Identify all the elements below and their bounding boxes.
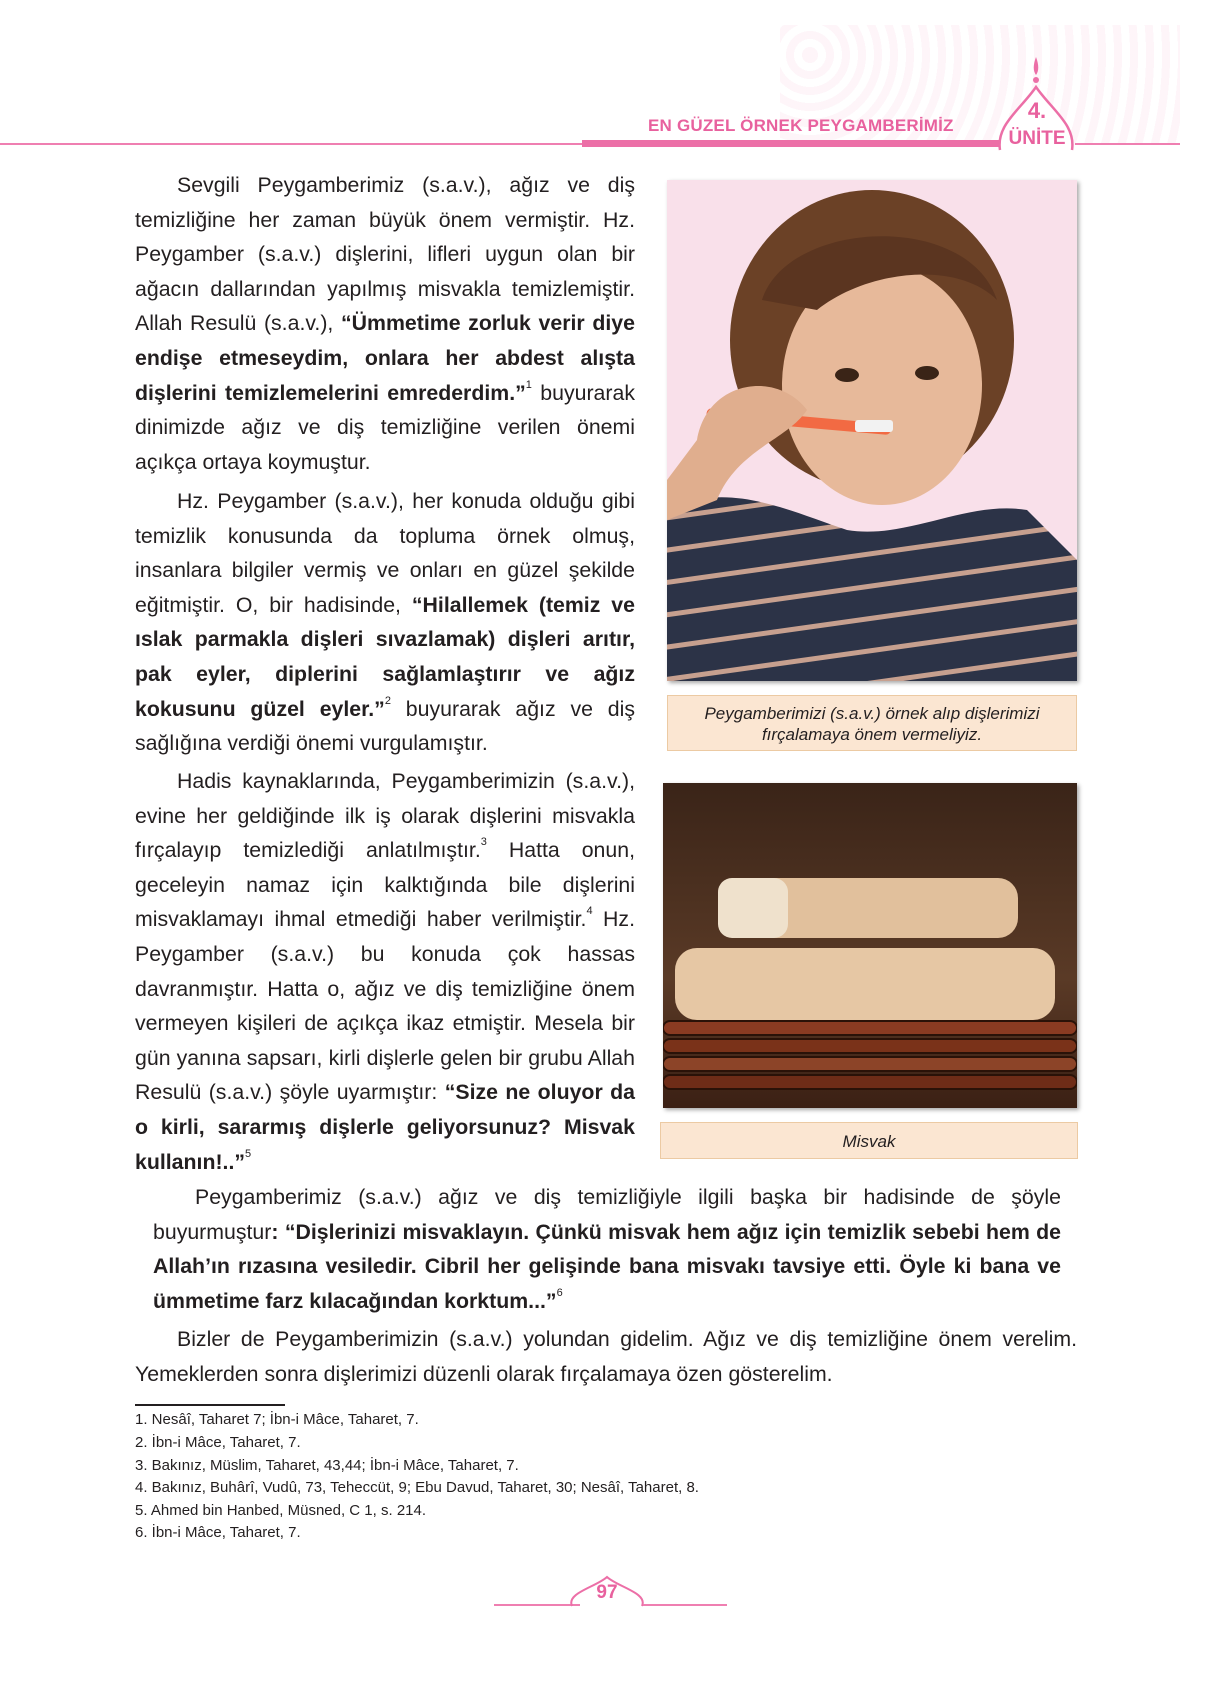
footnote-ref: 4 — [586, 905, 593, 918]
footnote-3: 3. Bakınız, Müslim, Taharet, 43,44; İbn-i Mâce, Taharet, 7. — [135, 1457, 519, 1474]
unit-label: ÜNİTE — [1008, 128, 1066, 149]
hadith-quote: “Size ne oluyor da o kirli, sararmış dişlerle geliyorsunuz? Misvak kullanın!..” — [135, 1080, 635, 1174]
hadith-quote: “Ümmetime zorluk verir diye endişe etmeseydim, onlara her abdest alışta dişlerini temizlemelerini emrederdim.” — [135, 311, 635, 405]
text-run: Hadis kaynaklarında, Peygamberimizin (s.a.v.), evine her geldiğinde ilk iş olarak dişlerini misvakla fırçalayıp temizlediği anlatılmıştır. — [135, 769, 635, 863]
unit-title: EN GÜZEL ÖRNEK PEYGAMBERİMİZ — [648, 116, 954, 135]
footnote-ref: 2 — [384, 694, 391, 707]
footnote-ref: 5 — [245, 1147, 252, 1160]
footnote-ref: 1 — [525, 378, 532, 391]
text-run: Bizler de Peygamberimizin (s.a.v.) yolundan gidelim. Ağız ve diş temizliğine önem verelim. Yemeklerden sonra dişlerimizi düzenli olarak fırçalamaya özen gösterelim. — [135, 1327, 1077, 1386]
footnote-6: 6. İbn-i Mâce, Taharet, 7. — [135, 1524, 301, 1541]
footnote-4: 4. Bakınız, Buhârî, Vudû, 73, Teheccüt, 9; Ebu Davud, Taharet, 30; Nesâî, Taharet, 8. — [135, 1479, 699, 1496]
figure-caption-1 — [667, 695, 1077, 751]
hadith-quote: “Hilallemek (temiz ve ıslak parmakla dişleri sıvazlamak) dişleri arıtır, pak eyler, diplerini sağlamlaştırır ve ağız kokusunu güzel eyler.” — [135, 592, 635, 721]
paragraph-3 — [135, 764, 635, 1179]
text-run: Hz. Peygamber (s.a.v.), her konuda olduğu gibi temizlik konusunda da topluma örnek olmuş, insanlara bilgiler vermiş ve onları en güzel şekilde eğitmiştir. O, bir hadisinde, — [135, 489, 635, 617]
figure-caption-2 — [660, 1122, 1078, 1159]
footnote-rule — [135, 1404, 285, 1406]
page-number: 97 — [596, 1582, 618, 1603]
paragraph-2 — [135, 484, 635, 761]
footnote-5: 5. Ahmed bin Hanbed, Müsned, C 1, s. 214. — [135, 1502, 427, 1519]
footnote-2: 2. İbn-i Mâce, Taharet, 7. — [135, 1434, 301, 1451]
boy-brushing-teeth-photo — [667, 180, 1077, 681]
text-run: buyurarak ağız ve diş sağlığına verdiği önemi vurgulamıştır. — [135, 696, 636, 756]
hadith-quote: : “Dişlerinizi misvaklayın. Çünkü misvak hem ağız için temizlik sebebi hem de Allah’ın rızasına vesiledir. Cibril her gelişinde bana misvakı tavsiye etti. Öyle ki bana ve ümmetime farz kılacağından korktum...” — [153, 1219, 1061, 1313]
footnote-1: 1. Nesâî, Taharet 7; İbn-i Mâce, Taharet, 7. — [135, 1411, 419, 1428]
paragraph-5 — [135, 1322, 1077, 1391]
unit-number: 4. — [1027, 98, 1047, 123]
misvak-photo — [663, 783, 1077, 1108]
paragraph-1 — [135, 168, 635, 479]
header-bar — [582, 140, 1002, 147]
paragraph-4 — [153, 1180, 1061, 1318]
footnote-ref: 6 — [556, 1286, 563, 1299]
caption-text: Misvak — [842, 1132, 896, 1151]
text-run: Sevgili Peygamberimiz (s.a.v.), ağız ve diş temizliğine her zaman büyük önem vermiştir. Hz. Peygamber (s.a.v.) dişlerini, lifleri uygun olan bir ağacın dallarından yapılmış misvakla temizlemiştir. Allah Resulü (s.a.v.), — [135, 173, 635, 336]
text-run: Peygamberimiz (s.a.v.) ağız ve diş temizliğiyle ilgili başka bir hadisinde de şöyle buyurmuştur — [153, 1185, 1061, 1244]
text-run: buyurarak dinimizde ağız ve diş temizliğine verilen önemi açıkça ortaya koymuştur. — [135, 380, 635, 474]
caption-text: Peygamberimizi (s.a.v.) örnek alıp dişlerimizi fırçalamaya önem vermeliyiz. — [704, 704, 1040, 744]
text-run: Hatta onun, geceleyin namaz için kalktığında bile dişlerini misvaklamayı ihmal etmediği haber verilmiştir. — [135, 838, 635, 932]
header-line-right — [1075, 143, 1180, 145]
text-run: Hz. Peygamber (s.a.v.) bu konuda çok hassas davranmıştır. Hatta o, ağız ve diş temizliğine önem vermeyen kişileri de açıkça ikaz etmiştir. Mesela bir gün yanına sapsarı, kirli dişlerle gelen bir grubu Allah Resulü (s.a.v.) şöyle uyarmıştır: — [135, 907, 635, 1105]
page-line-right — [643, 1604, 727, 1606]
header-line-left — [0, 143, 590, 145]
footnote-ref: 3 — [480, 836, 487, 849]
